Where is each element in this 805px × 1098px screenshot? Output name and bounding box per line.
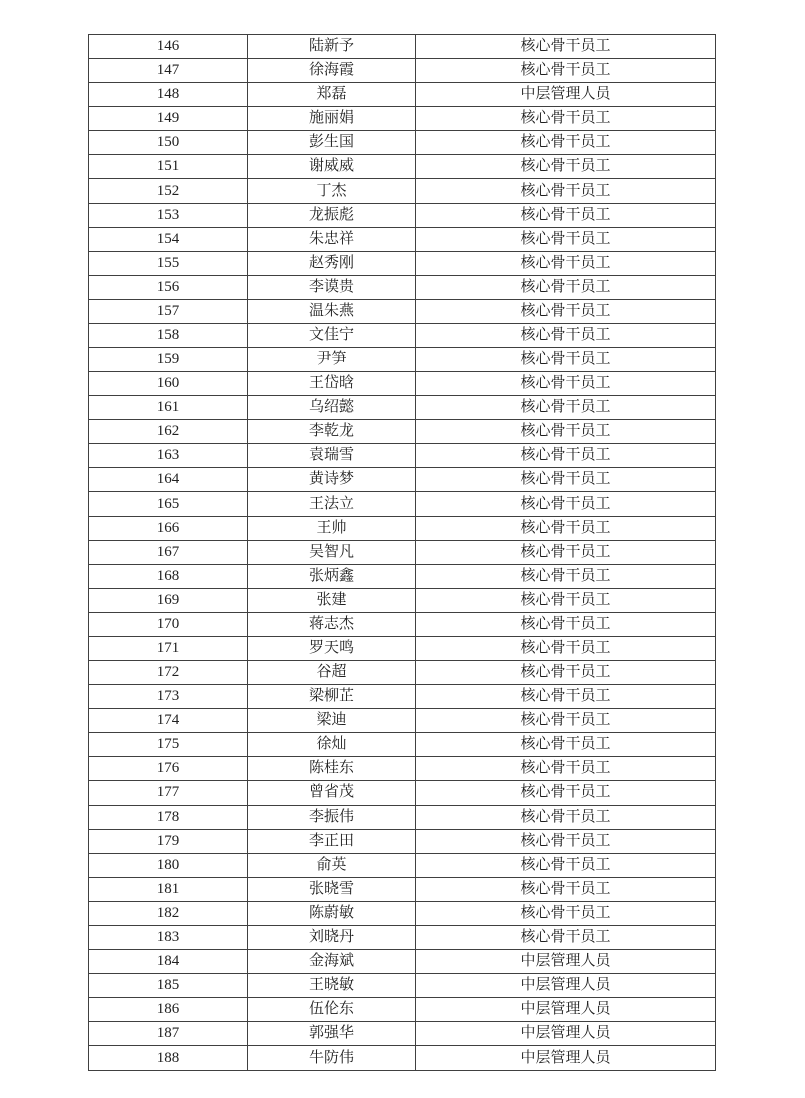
employee-category-cell: 核心骨干员工 xyxy=(416,564,716,588)
table-row xyxy=(89,925,716,949)
employee-category-cell: 核心骨干员工 xyxy=(416,516,716,540)
employee-name-cell: 尹笋 xyxy=(248,348,416,372)
employee-name-cell: 袁瑞雪 xyxy=(248,444,416,468)
employee-category-cell: 核心骨干员工 xyxy=(416,468,716,492)
table-row xyxy=(89,685,716,709)
table-row xyxy=(89,709,716,733)
employee-name-cell: 曾省茂 xyxy=(248,781,416,805)
employee-name-cell: 文佳宁 xyxy=(248,323,416,347)
row-index-cell: 148 xyxy=(89,83,248,107)
employee-category-cell: 核心骨干员工 xyxy=(416,107,716,131)
employee-category-cell: 核心骨干员工 xyxy=(416,131,716,155)
employee-name-cell: 陈蔚敏 xyxy=(248,901,416,925)
employee-category-cell: 核心骨干员工 xyxy=(416,925,716,949)
employee-name-cell: 俞英 xyxy=(248,853,416,877)
employee-name-cell: 王岱晗 xyxy=(248,372,416,396)
table-row xyxy=(89,949,716,973)
row-index-cell: 183 xyxy=(89,925,248,949)
employee-name-cell: 王帅 xyxy=(248,516,416,540)
table-row xyxy=(89,251,716,275)
employee-category-cell: 核心骨干员工 xyxy=(416,540,716,564)
employee-category-cell: 中层管理人员 xyxy=(416,1046,716,1071)
table-row xyxy=(89,203,716,227)
employee-name-cell: 谢威威 xyxy=(248,155,416,179)
row-index-cell: 177 xyxy=(89,781,248,805)
employee-name-cell: 龙振彪 xyxy=(248,203,416,227)
table-row xyxy=(89,59,716,83)
employee-name-cell: 李振伟 xyxy=(248,805,416,829)
employee-category-cell: 中层管理人员 xyxy=(416,974,716,998)
employee-name-cell: 黄诗梦 xyxy=(248,468,416,492)
employee-category-cell: 核心骨干员工 xyxy=(416,227,716,251)
employee-category-cell: 核心骨干员工 xyxy=(416,420,716,444)
employee-name-cell: 丁杰 xyxy=(248,179,416,203)
employee-name-cell: 施丽娟 xyxy=(248,107,416,131)
row-index-cell: 169 xyxy=(89,588,248,612)
employee-category-cell: 中层管理人员 xyxy=(416,1022,716,1046)
employee-name-cell: 乌绍懿 xyxy=(248,396,416,420)
employee-category-cell: 核心骨干员工 xyxy=(416,492,716,516)
row-index-cell: 163 xyxy=(89,444,248,468)
employee-name-cell: 陈桂东 xyxy=(248,757,416,781)
employee-category-cell: 核心骨干员工 xyxy=(416,829,716,853)
employee-name-cell: 蒋志杰 xyxy=(248,612,416,636)
employee-category-cell: 核心骨干员工 xyxy=(416,877,716,901)
employee-name-cell: 朱忠祥 xyxy=(248,227,416,251)
employee-category-cell: 核心骨干员工 xyxy=(416,299,716,323)
table-row xyxy=(89,877,716,901)
row-index-cell: 146 xyxy=(89,35,248,59)
employee-category-cell: 核心骨干员工 xyxy=(416,805,716,829)
table-row xyxy=(89,155,716,179)
table-row xyxy=(89,299,716,323)
table-row xyxy=(89,974,716,998)
row-index-cell: 165 xyxy=(89,492,248,516)
table-row xyxy=(89,757,716,781)
table-row xyxy=(89,1022,716,1046)
table-row xyxy=(89,275,716,299)
employee-category-cell: 核心骨干员工 xyxy=(416,35,716,59)
employee-category-cell: 核心骨干员工 xyxy=(416,396,716,420)
table-row xyxy=(89,348,716,372)
employee-name-cell: 李谟贵 xyxy=(248,275,416,299)
table-row xyxy=(89,179,716,203)
employee-category-cell: 中层管理人员 xyxy=(416,998,716,1022)
table-row xyxy=(89,588,716,612)
row-index-cell: 150 xyxy=(89,131,248,155)
employee-category-cell: 核心骨干员工 xyxy=(416,155,716,179)
table-row xyxy=(89,564,716,588)
table-row xyxy=(89,131,716,155)
table-row xyxy=(89,540,716,564)
table-row xyxy=(89,323,716,347)
table-row xyxy=(89,1046,716,1071)
employee-name-cell: 金海斌 xyxy=(248,949,416,973)
employee-category-cell: 核心骨干员工 xyxy=(416,275,716,299)
employee-category-cell: 核心骨干员工 xyxy=(416,323,716,347)
table-row xyxy=(89,612,716,636)
row-index-cell: 154 xyxy=(89,227,248,251)
row-index-cell: 186 xyxy=(89,998,248,1022)
row-index-cell: 153 xyxy=(89,203,248,227)
employee-category-cell: 核心骨干员工 xyxy=(416,709,716,733)
table-row xyxy=(89,805,716,829)
table-row xyxy=(89,636,716,660)
employee-name-cell: 李正田 xyxy=(248,829,416,853)
employee-name-cell: 郑磊 xyxy=(248,83,416,107)
row-index-cell: 173 xyxy=(89,685,248,709)
employee-name-cell: 吴智凡 xyxy=(248,540,416,564)
row-index-cell: 171 xyxy=(89,636,248,660)
row-index-cell: 182 xyxy=(89,901,248,925)
employee-name-cell: 赵秀刚 xyxy=(248,251,416,275)
employee-category-cell: 中层管理人员 xyxy=(416,83,716,107)
row-index-cell: 155 xyxy=(89,251,248,275)
employee-category-cell: 核心骨干员工 xyxy=(416,636,716,660)
employee-name-cell: 梁迪 xyxy=(248,709,416,733)
table-row xyxy=(89,661,716,685)
employee-category-cell: 中层管理人员 xyxy=(416,949,716,973)
employee-name-cell: 王法立 xyxy=(248,492,416,516)
row-index-cell: 162 xyxy=(89,420,248,444)
employee-name-cell: 张炳鑫 xyxy=(248,564,416,588)
employee-name-cell: 张晓雪 xyxy=(248,877,416,901)
table-row xyxy=(89,372,716,396)
row-index-cell: 160 xyxy=(89,372,248,396)
employee-name-cell: 陆新予 xyxy=(248,35,416,59)
employee-name-cell: 彭生国 xyxy=(248,131,416,155)
table-row xyxy=(89,420,716,444)
row-index-cell: 170 xyxy=(89,612,248,636)
employee-name-cell: 徐海霞 xyxy=(248,59,416,83)
employee-name-cell: 徐灿 xyxy=(248,733,416,757)
employee-category-cell: 核心骨干员工 xyxy=(416,372,716,396)
employee-category-cell: 核心骨干员工 xyxy=(416,757,716,781)
table-row xyxy=(89,998,716,1022)
employee-name-cell: 温朱燕 xyxy=(248,299,416,323)
employee-category-cell: 核心骨干员工 xyxy=(416,59,716,83)
row-index-cell: 168 xyxy=(89,564,248,588)
row-index-cell: 172 xyxy=(89,661,248,685)
table-row xyxy=(89,227,716,251)
employee-name-cell: 罗天鸣 xyxy=(248,636,416,660)
employee-category-cell: 核心骨干员工 xyxy=(416,685,716,709)
row-index-cell: 180 xyxy=(89,853,248,877)
employee-category-cell: 核心骨干员工 xyxy=(416,661,716,685)
row-index-cell: 184 xyxy=(89,949,248,973)
table-row xyxy=(89,781,716,805)
employee-category-cell: 核心骨干员工 xyxy=(416,733,716,757)
row-index-cell: 149 xyxy=(89,107,248,131)
row-index-cell: 187 xyxy=(89,1022,248,1046)
row-index-cell: 185 xyxy=(89,974,248,998)
employee-category-cell: 核心骨干员工 xyxy=(416,588,716,612)
table-row xyxy=(89,901,716,925)
employee-name-cell: 梁柳芷 xyxy=(248,685,416,709)
employee-name-cell: 伍伦东 xyxy=(248,998,416,1022)
row-index-cell: 158 xyxy=(89,323,248,347)
employee-category-cell: 核心骨干员工 xyxy=(416,251,716,275)
row-index-cell: 157 xyxy=(89,299,248,323)
row-index-cell: 147 xyxy=(89,59,248,83)
table-row xyxy=(89,468,716,492)
row-index-cell: 164 xyxy=(89,468,248,492)
row-index-cell: 175 xyxy=(89,733,248,757)
employee-name-cell: 李乾龙 xyxy=(248,420,416,444)
employee-category-cell: 核心骨干员工 xyxy=(416,444,716,468)
table-row xyxy=(89,444,716,468)
employee-name-cell: 张建 xyxy=(248,588,416,612)
row-index-cell: 151 xyxy=(89,155,248,179)
row-index-cell: 167 xyxy=(89,540,248,564)
table-row xyxy=(89,492,716,516)
employee-category-cell: 核心骨干员工 xyxy=(416,612,716,636)
table-row xyxy=(89,853,716,877)
row-index-cell: 156 xyxy=(89,275,248,299)
row-index-cell: 178 xyxy=(89,805,248,829)
row-index-cell: 179 xyxy=(89,829,248,853)
employee-name-cell: 牛防伟 xyxy=(248,1046,416,1071)
table-row xyxy=(89,516,716,540)
row-index-cell: 176 xyxy=(89,757,248,781)
row-index-cell: 174 xyxy=(89,709,248,733)
row-index-cell: 181 xyxy=(89,877,248,901)
table-row xyxy=(89,83,716,107)
row-index-cell: 166 xyxy=(89,516,248,540)
row-index-cell: 152 xyxy=(89,179,248,203)
employee-category-cell: 核心骨干员工 xyxy=(416,781,716,805)
employee-category-cell: 核心骨干员工 xyxy=(416,203,716,227)
row-index-cell: 159 xyxy=(89,348,248,372)
table-row xyxy=(89,396,716,420)
employee-category-cell: 核心骨干员工 xyxy=(416,348,716,372)
employee-name-cell: 刘晓丹 xyxy=(248,925,416,949)
table-row xyxy=(89,107,716,131)
row-index-cell: 188 xyxy=(89,1046,248,1071)
table-row xyxy=(89,829,716,853)
employee-roster-table xyxy=(88,34,716,1071)
employee-name-cell: 郭强华 xyxy=(248,1022,416,1046)
employee-name-cell: 谷超 xyxy=(248,661,416,685)
employee-category-cell: 核心骨干员工 xyxy=(416,901,716,925)
employee-category-cell: 核心骨干员工 xyxy=(416,853,716,877)
employee-category-cell: 核心骨干员工 xyxy=(416,179,716,203)
table-row xyxy=(89,35,716,59)
table-row xyxy=(89,733,716,757)
employee-name-cell: 王晓敏 xyxy=(248,974,416,998)
row-index-cell: 161 xyxy=(89,396,248,420)
employee-roster-table-body xyxy=(89,35,716,1071)
